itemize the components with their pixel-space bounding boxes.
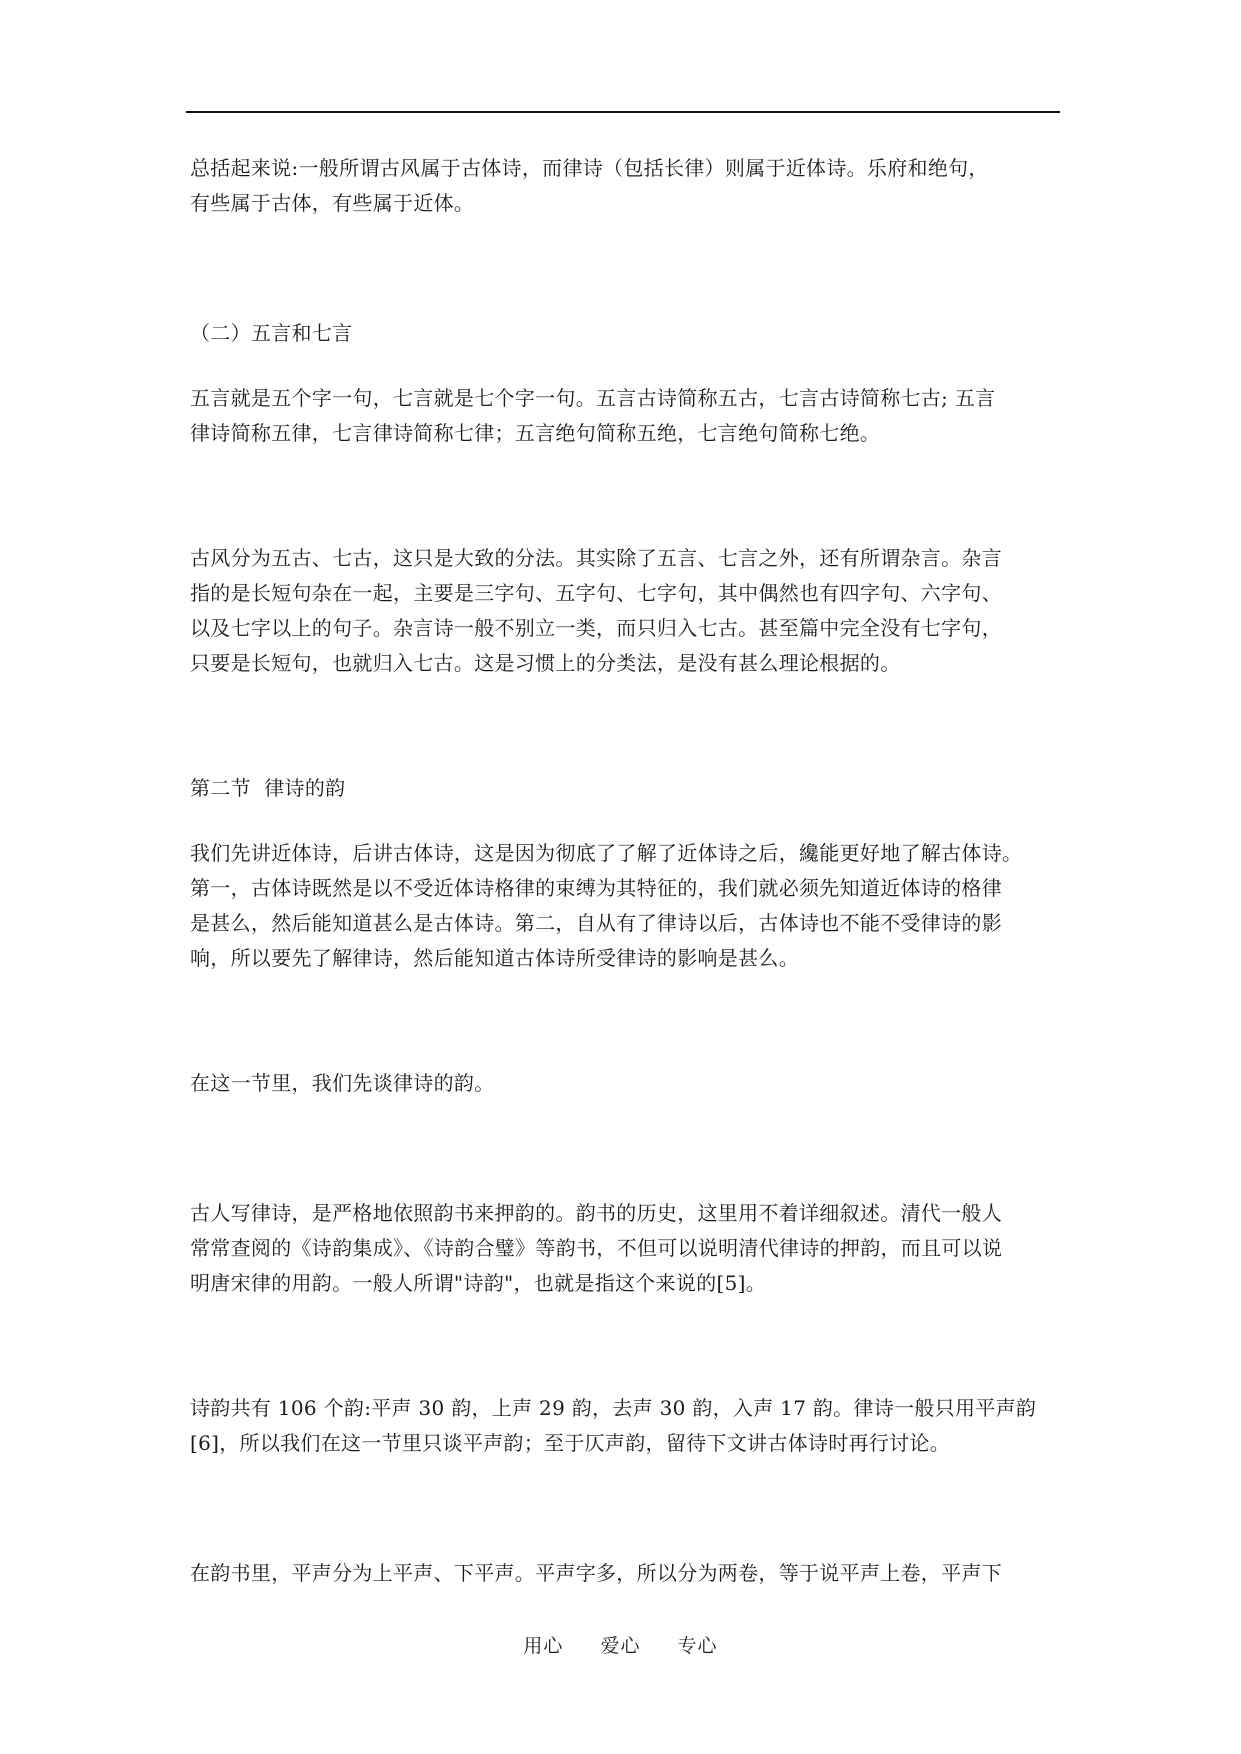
paragraph-summary (190, 151, 1064, 221)
footer-item: 专心 (677, 1635, 718, 1657)
section-heading-five-seven (190, 316, 1064, 351)
text-line: [6]，所以我们在这一节里只谈平声韵；至于仄声韵，留待下文讲古体诗时再行讨论。 (190, 1431, 951, 1455)
text-line: 律诗简称五律，七言律诗简称七律；五言绝句简称五绝，七言绝句简称七绝。 (190, 421, 881, 445)
text-line: 是甚么，然后能知道甚么是古体诗。第二，自从有了律诗以后，古体诗也不能不受律诗的影 (190, 911, 1002, 935)
text-line: （二）五言和七言 (190, 321, 353, 345)
text-line: 指的是长短句杂在一起，主要是三字句、五字句、七字句，其中偶然也有四字句、六字句、 (190, 581, 1002, 605)
text-line: 我们先讲近体诗，后讲古体诗，这是因为彻底了了解了近体诗之后，纔能更好地了解古体诗。 (190, 841, 1023, 865)
paragraph-jinti-first (190, 836, 1064, 976)
paragraph-yunshu (190, 1196, 1064, 1301)
text-line: 第一，古体诗既然是以不受近体诗格律的束缚为其特征的，我们就必须先知道近体诗的格律 (190, 876, 1002, 900)
page-footer (0, 1633, 1241, 1659)
text-line: 在韵书里，平声分为上平声、下平声。平声字多，所以分为两卷，等于说平声上卷，平声下 (190, 1561, 1002, 1585)
text-line: 古人写律诗，是严格地依照韵书来押韵的。韵书的历史，这里用不着详细叙述。清代一般人 (190, 1201, 1002, 1225)
footer-item: 用心 (523, 1635, 564, 1657)
paragraph-gufeng (190, 541, 1064, 681)
paragraph-this-section (190, 1066, 1064, 1101)
text-line: 以及七字以上的句子。杂言诗一般不别立一类，而只归入七古。甚至篇中完全没有七字句， (190, 616, 1002, 640)
paragraph-five-seven (190, 381, 1064, 451)
text-line: 总括起来说:一般所谓古风属于古体诗，而律诗（包括长律）则属于近体诗。乐府和绝句， (190, 156, 989, 180)
paragraph-shiyun-count (190, 1391, 1064, 1461)
text-line: 只要是长短句，也就归入七古。这是习惯上的分类法，是没有甚么理论根据的。 (190, 651, 901, 675)
text-line: 在这一节里，我们先谈律诗的韵。 (190, 1071, 495, 1095)
text-line: 五言就是五个字一句，七言就是七个字一句。五言古诗简称五古，七言古诗简称七古; 五言 (190, 386, 996, 410)
text-line: 常常查阅的《诗韵集成》、《诗韵合璧》等韵书，不但可以说明清代律诗的押韵，而且可以说 (190, 1236, 1003, 1260)
header-rule (186, 111, 1060, 113)
section-heading-lvshi-yun (190, 771, 1064, 806)
paragraph-pingsheng (190, 1556, 1064, 1591)
text-line: 古风分为五古、七古，这只是大致的分法。其实除了五言、七言之外，还有所谓杂言。杂言 (190, 546, 1002, 570)
text-line: 第二节 律诗的韵 (190, 776, 346, 800)
text-line: 有些属于古体，有些属于近体。 (190, 191, 475, 215)
text-line: 诗韵共有 106 个韵:平声 30 韵，上声 29 韵，去声 30 韵，入声 17 韵。律诗一般只用平声韵 (190, 1396, 1037, 1420)
text-line: 明唐宋律的用韵。一般人所谓"诗韵"，也就是指这个来说的[5]。 (190, 1271, 767, 1295)
footer-item: 爱心 (600, 1635, 641, 1657)
text-line: 响，所以要先了解律诗，然后能知道古体诗所受律诗的影响是甚么。 (190, 946, 799, 970)
